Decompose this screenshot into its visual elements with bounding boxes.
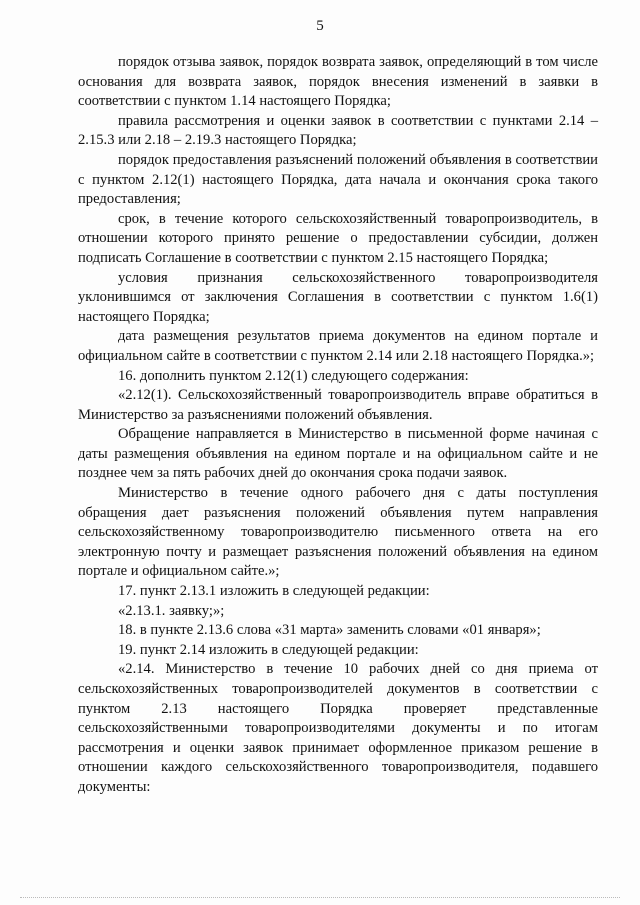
paragraph: порядок отзыва заявок, порядок возврата заявок, определяющий в том числе основания для возврата заявок, порядок внесения изменений в заявки в соответствии с пунктом 1.14 настоящего Порядка; [78, 54, 598, 110]
paragraph: правила рассмотрения и оценки заявок в соответствии с пунктами 2.14 – 2.15.3 или 2.18 – 2.19.3 настоящего Порядка; [78, 112, 598, 149]
paragraph: 18. в пункте 2.13.6 слова «31 марта» заменить словами «01 января»; [118, 622, 541, 639]
paragraph: Министерство в течение одного рабочего дня с даты поступления обращения дает разъяснения положений объявления путем направления сельскохозяйственному товаропроизводителю письменного ответа на его электронную почту и размещает разъяснения положений объявления на едином портале и официальном сайте.»; [78, 485, 598, 580]
paragraph: дата размещения результатов приема документов на едином портале и официальном сайте в соответствии с пунктом 2.14 или 2.18 настоящего Порядка.»; [78, 328, 598, 364]
paragraph: 17. пункт 2.13.1 изложить в следующей редакции: [118, 583, 430, 600]
paragraph: условия признания сельскохозяйственного товаропроизводителя уклонившимся от заключения Соглашения в соответствии с пунктом 1.6(1) настоящего Порядка; [78, 269, 598, 325]
paragraph: срок, в течение которого сельскохозяйственный товаропроизводитель, в отношении которого принято решение о предоставлении субсидии, должен подписать Соглашение в соответствии с пунктом 2.15 настоящего Порядка; [78, 210, 598, 266]
paragraph: Обращение направляется в Министерство в письменной форме начиная с даты размещения объявления на едином портале и на официальном сайте и не позднее чем за пять рабочих дней до окончания срока подачи заявок. [78, 426, 598, 482]
paragraph: 19. пункт 2.14 изложить в следующей редакции: [118, 641, 419, 658]
paragraph: порядок предоставления разъяснений положений объявления в соответствии с пунктом 2.12(1) настоящего Порядка, дата начала и окончания срока такого предоставления; [78, 151, 598, 208]
paragraph: «2.14. Министерство в течение 10 рабочих дней со дня приема от сельскохозяйственных товаропроизводителей документов в соответствии с пунктом 2.13 настоящего Порядка проверяет представленные сельскохозяйственными товаропроизводителями документы и по итогам рассмотрения и оценки заявок принимает оформленное приказом решение в отношении каждого сельскохозяйственного товаропроизводителя, подавшего документы: [78, 661, 598, 795]
page-edge-divider [20, 897, 620, 899]
paragraph: «2.12(1). Сельскохозяйственный товаропроизводитель вправе обратиться в Министерство за разъяснениями положений объявления. [78, 387, 598, 423]
document-body [78, 53, 598, 798]
paragraph: «2.13.1. заявку;»; [118, 602, 225, 619]
page-number: 5 [316, 18, 324, 34]
paragraph: 16. дополнить пунктом 2.12(1) следующего содержания: [118, 367, 469, 384]
